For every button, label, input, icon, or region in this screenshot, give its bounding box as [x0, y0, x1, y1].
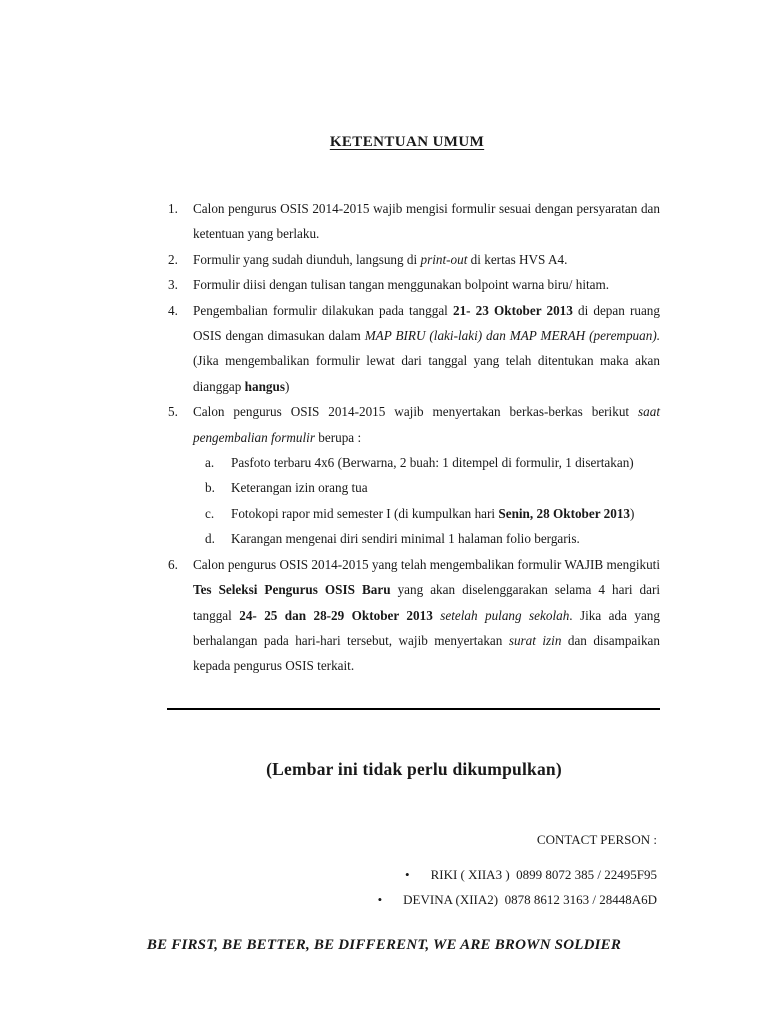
subitem-text: Karangan mengenai diri sendiri minimal 1 halaman folio bergaris. — [231, 531, 580, 547]
rule-text: Calon pengurus OSIS 2014-2015 wajib mengisi formulir sesuai dengan persyaratan dan ketentuan yang berlaku. — [193, 201, 660, 242]
contact-list — [168, 863, 657, 912]
rule-number: 1. — [168, 201, 178, 216]
rule-item — [168, 552, 660, 679]
rule-text: Calon pengurus OSIS 2014-2015 wajib menyertakan berkas-berkas berikut saat pengembalian formulir berupa : — [193, 404, 660, 445]
subitem-text: Fotokopi rapor mid semester I (di kumpulkan hari Senin, 28 Oktober 2013) — [231, 505, 635, 521]
rule-subitem — [205, 501, 660, 526]
rules-list — [168, 196, 660, 679]
rule-text: Formulir diisi dengan tulisan tangan menggunakan bolpoint warna biru/ hitam. — [193, 277, 610, 293]
rule-item — [168, 247, 660, 272]
bullet-icon: • — [405, 867, 410, 882]
rule-number: 2. — [168, 251, 178, 267]
rule-text: Pengembalian formulir dilakukan pada tanggal 21- 23 Oktober 2013 di depan ruang OSIS dengan dimasukan dalam MAP BIRU (laki-laki) dan MAP MERAH (perempuan). (Jika mengembalikan formulir lewat dari tanggal yang telah ditentukan maka akan dianggap hangus) — [193, 302, 661, 394]
rule-subitem — [205, 450, 660, 475]
footer-motto: BE FIRST, BE BETTER, BE DIFFERENT, WE ARE BROWN SOLDIER — [146, 937, 622, 953]
subitem-letter: d. — [205, 531, 215, 547]
subitem-letter: c. — [205, 505, 215, 521]
rule-number: 4. — [168, 302, 178, 318]
bullet-icon: • — [377, 891, 383, 907]
rule-item — [168, 399, 660, 551]
rule-item — [168, 298, 660, 400]
page-title: KETENTUAN UMUM — [329, 134, 485, 150]
rule-text: Calon pengurus OSIS 2014-2015 yang telah mengembalikan formulir WAJIB mengikuti Tes Seleksi Pengurus OSIS Baru yang akan diselenggarakan selama 4 hari dari tanggal 24- 25 dan 28-29 Oktober 2013 setelah pulang sekolah. Jika ada yang berhalangan pada hari-hari tersebut, wajib menyertakan surat izin dan disampaikan kepada pengurus OSIS terkait. — [193, 556, 661, 674]
contact-person-row — [168, 888, 657, 913]
rule-number: 6. — [168, 556, 178, 572]
divider-line — [167, 708, 660, 710]
rule-subitem — [205, 526, 660, 551]
note-heading: (Lembar ini tidak perlu dikumpulkan) — [266, 759, 562, 779]
subitem-letter: a. — [205, 455, 215, 471]
contact-person-heading: CONTACT PERSON : — [536, 832, 657, 847]
rule-number: 5. — [168, 404, 178, 420]
rule-item — [168, 272, 660, 297]
contact-person-row — [168, 863, 657, 888]
rule-subitem — [205, 475, 660, 500]
rule-text: Formulir yang sudah diunduh, langsung di print-out di kertas HVS A4. — [193, 251, 568, 267]
rule-item — [168, 196, 660, 247]
subitem-text: Keterangan izin orang tua — [231, 480, 368, 496]
subitem-letter: b. — [205, 480, 215, 496]
contact-person-text: DEVINA (XIIA2) 0878 8612 3163 / 28448A6D — [403, 891, 657, 907]
subitem-text: Pasfoto terbaru 4x6 (Berwarna, 2 buah: 1 ditempel di formulir, 1 disertakan) — [231, 455, 634, 471]
rule-number: 3. — [168, 277, 178, 293]
contact-person-text: RIKI ( XIIA3 ) 0899 8072 385 / 22495F95 — [430, 867, 657, 882]
